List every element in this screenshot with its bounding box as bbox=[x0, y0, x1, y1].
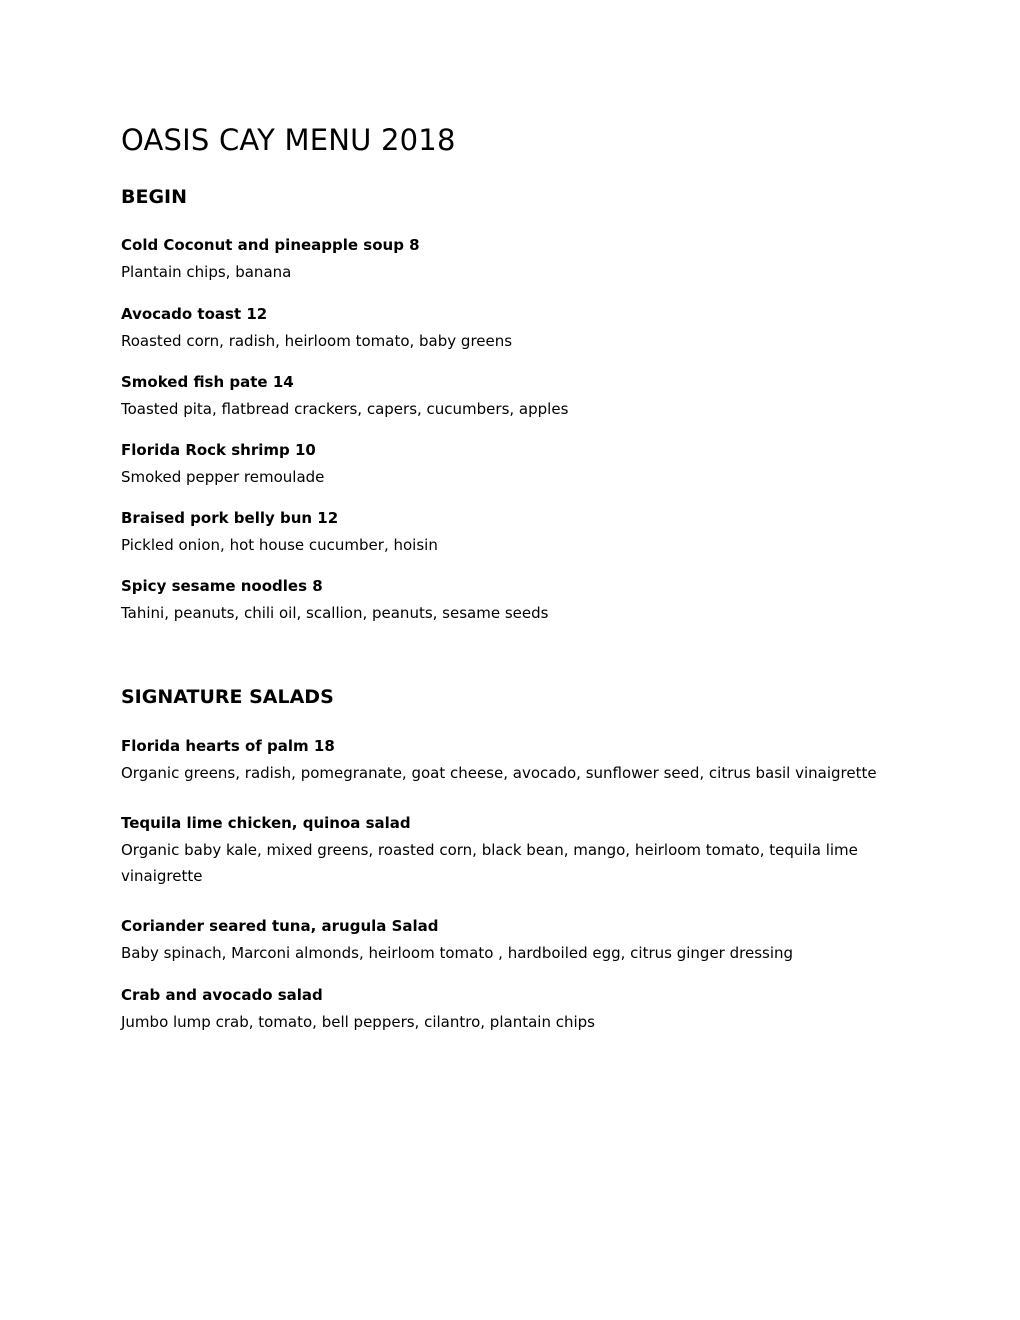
menu-item bbox=[121, 814, 881, 889]
menu-item-name: Florida hearts of palm 18 bbox=[121, 737, 335, 755]
menu-item bbox=[121, 373, 881, 422]
menu-item-name: Coriander seared tuna, arugula Salad bbox=[121, 917, 439, 935]
menu-item-name: Cold Coconut and pineapple soup 8 bbox=[121, 236, 420, 254]
menu-item-name: Braised pork belly bun 12 bbox=[121, 509, 339, 527]
menu-item bbox=[121, 737, 881, 786]
menu-item-description: Toasted pita, flatbread crackers, capers, cucumbers, apples bbox=[121, 400, 569, 418]
menu-item-name: Florida Rock shrimp 10 bbox=[121, 441, 316, 459]
menu-item-name: Tequila lime chicken, quinoa salad bbox=[121, 814, 411, 832]
page-title: OASIS CAY MENU 2018 bbox=[121, 123, 456, 157]
section-heading-begin: BEGIN bbox=[121, 186, 188, 208]
menu-item bbox=[121, 917, 881, 966]
menu-item-name: Crab and avocado salad bbox=[121, 986, 323, 1004]
menu-item bbox=[121, 509, 881, 558]
menu-item-name: Spicy sesame noodles 8 bbox=[121, 577, 323, 595]
menu-item bbox=[121, 236, 881, 285]
menu-item-description: Organic baby kale, mixed greens, roasted corn, black bean, mango, heirloom tomato, tequila lime vinaigrette bbox=[121, 841, 858, 885]
menu-item-name: Smoked fish pate 14 bbox=[121, 373, 294, 391]
menu-item-description: Smoked pepper remoulade bbox=[121, 468, 325, 486]
menu-item-description: Tahini, peanuts, chili oil, scallion, peanuts, sesame seeds bbox=[121, 604, 549, 622]
menu-item-description: Organic greens, radish, pomegranate, goat cheese, avocado, sunflower seed, citrus basil vinaigrette bbox=[121, 764, 877, 782]
menu-item-description: Plantain chips, banana bbox=[121, 263, 292, 281]
menu-item bbox=[121, 441, 881, 490]
menu-item-description: Pickled onion, hot house cucumber, hoisin bbox=[121, 536, 438, 554]
menu-item-name: Avocado toast 12 bbox=[121, 305, 268, 323]
menu-item-description: Baby spinach, Marconi almonds, heirloom tomato , hardboiled egg, citrus ginger dressing bbox=[121, 944, 794, 962]
menu-item bbox=[121, 305, 881, 354]
menu-item bbox=[121, 986, 881, 1035]
section-heading-signature-salads: SIGNATURE SALADS bbox=[121, 686, 334, 708]
menu-item-description: Roasted corn, radish, heirloom tomato, baby greens bbox=[121, 332, 513, 350]
menu-item bbox=[121, 577, 881, 626]
menu-item-description: Jumbo lump crab, tomato, bell peppers, cilantro, plantain chips bbox=[121, 1013, 595, 1031]
